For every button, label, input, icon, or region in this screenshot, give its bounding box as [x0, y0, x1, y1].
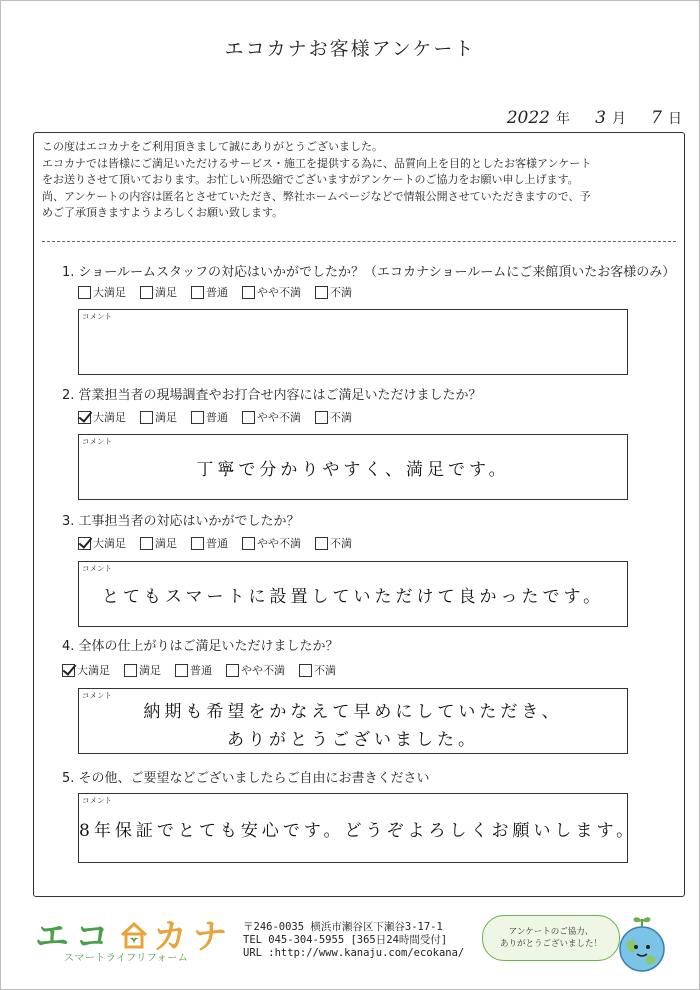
comment-box-q3[interactable] — [78, 561, 628, 627]
rating-checkbox[interactable] — [140, 411, 153, 424]
rating-option[interactable] — [124, 662, 161, 678]
handwritten-comment: ありがとうございました。 — [227, 730, 479, 750]
rating-option[interactable] — [315, 409, 352, 425]
handwritten-comment: 8年保証でとても安心です。どうぞよろしくお願いします。 — [79, 821, 638, 841]
intro-line: めご了承頂きますようよろしくお願い致します。 — [42, 206, 284, 219]
rating-options-q1 — [78, 284, 352, 300]
rating-checkbox[interactable] — [62, 664, 75, 677]
date-day-unit: 日 — [668, 111, 682, 127]
handwritten-comment: 納期も希望をかなえて早めにしていただき、 — [143, 702, 563, 722]
rating-label: やや不満 — [257, 286, 301, 299]
rating-checkbox[interactable] — [242, 286, 255, 299]
rating-checkbox[interactable] — [315, 537, 328, 550]
logo-text-right: カナ — [153, 917, 233, 957]
rating-label: 不満 — [330, 286, 352, 299]
rating-option[interactable] — [140, 284, 177, 300]
rating-checkbox[interactable] — [315, 286, 328, 299]
rating-label: 大満足 — [93, 411, 126, 424]
date-month: 3 — [595, 108, 606, 128]
rating-option[interactable] — [191, 409, 228, 425]
footer — [0, 905, 700, 985]
rating-options-q4 — [62, 662, 336, 678]
rating-option[interactable] — [78, 284, 126, 300]
rating-label: 満足 — [155, 537, 177, 550]
rating-label: やや不満 — [241, 664, 285, 677]
rating-checkbox[interactable] — [191, 411, 204, 424]
tel-line: TEL 045-304-5955 [365日24時間受付] — [243, 934, 448, 946]
handwritten-comment: とてもスマートに設置していただけて良かったです。 — [101, 587, 605, 607]
comment-box-q5[interactable] — [78, 793, 638, 863]
logo-text-left: エコ — [35, 917, 115, 957]
rating-option[interactable] — [78, 409, 126, 425]
rating-option[interactable] — [315, 535, 352, 551]
question-1: 1. ショールームスタッフの対応はいかがでしたか？（エコカナショールームにご来館頂いたお客様のみ） — [62, 265, 676, 280]
rating-option[interactable] — [140, 535, 177, 551]
rating-label: 不満 — [330, 411, 352, 424]
handwritten-comment: 丁寧で分かりやすく、満足です。 — [196, 460, 510, 480]
rating-options-q3 — [78, 535, 352, 551]
rating-checkbox[interactable] — [78, 537, 91, 550]
thanks-bubble — [482, 915, 620, 961]
question-3: 3. 工事担当者の対応はいかがでしたか？ — [62, 514, 300, 529]
rating-label: 満足 — [155, 286, 177, 299]
intro-line: 尚、アンケートの内容は匿名とさせていただき、弊社ホームページなどで情報公開させていただきますので、予 — [42, 189, 591, 203]
comment-label: コメント — [82, 437, 112, 446]
rating-checkbox[interactable] — [78, 411, 91, 424]
question-5: 5. その他、ご要望などございましたらご自由にお書きください — [62, 771, 430, 786]
rating-checkbox[interactable] — [242, 411, 255, 424]
rating-option[interactable] — [175, 662, 212, 678]
rating-checkbox[interactable] — [315, 411, 328, 424]
rating-option[interactable] — [226, 662, 285, 678]
rating-option[interactable] — [242, 535, 301, 551]
house-icon — [119, 919, 149, 949]
rating-checkbox[interactable] — [191, 286, 204, 299]
comment-label: コメント — [82, 691, 112, 700]
logo-subtitle: スマートライフリフォーム — [64, 953, 189, 964]
rating-checkbox[interactable] — [140, 286, 153, 299]
comment-box-q2[interactable] — [78, 434, 628, 500]
rating-options-q2 — [78, 409, 352, 425]
intro-line: をお送りさせて頂いております。お忙しい所恐縮でございますがアンケートのご協力をお願い申し上げます。 — [42, 173, 579, 186]
rating-checkbox[interactable] — [191, 537, 204, 550]
date-year: 2022 — [506, 108, 550, 128]
date-day: 7 — [651, 108, 662, 128]
company-address — [243, 921, 464, 960]
question-4: 4. 全体の仕上がりはご満足いただけましたか？ — [62, 639, 339, 654]
rating-checkbox[interactable] — [175, 664, 188, 677]
date-month-unit: 月 — [612, 111, 626, 127]
comment-label: コメント — [82, 312, 112, 321]
intro-line: エコカナでは皆様にご満足いただけるサービス・施工を提供する為に、品質向上を目的としたお客様アンケート — [42, 156, 592, 170]
bubble-line: アンケートのご協力、 — [508, 927, 594, 937]
comment-label: コメント — [82, 564, 112, 573]
intro-divider — [42, 241, 676, 242]
rating-label: 満足 — [155, 411, 177, 424]
rating-option[interactable] — [191, 535, 228, 551]
question-2: 2. 営業担当者の現場調査やお打合せ内容にはご満足いただけましたか？ — [62, 388, 482, 403]
rating-label: 普通 — [190, 664, 212, 677]
earth-mascot-icon — [612, 913, 672, 977]
survey-date — [478, 108, 682, 128]
rating-checkbox[interactable] — [226, 664, 239, 677]
rating-checkbox[interactable] — [242, 537, 255, 550]
comment-box-q1[interactable] — [78, 309, 628, 375]
page-title: エコカナお客様アンケート — [224, 38, 476, 60]
rating-option[interactable] — [140, 409, 177, 425]
rating-label: 普通 — [206, 411, 228, 424]
rating-label: 普通 — [206, 286, 228, 299]
intro-line: この度はエコカナをご利用頂きまして誠にありがとうございました。 — [42, 140, 383, 153]
date-year-unit: 年 — [556, 111, 570, 127]
intro-text — [42, 139, 672, 222]
comment-label: コメント — [82, 796, 112, 805]
comment-box-q4[interactable] — [78, 688, 628, 754]
rating-label: 不満 — [314, 664, 336, 677]
rating-option[interactable] — [242, 409, 301, 425]
rating-label: 不満 — [330, 537, 352, 550]
rating-checkbox[interactable] — [78, 286, 91, 299]
rating-option[interactable] — [78, 535, 126, 551]
rating-label: 大満足 — [77, 664, 110, 677]
survey-form — [33, 132, 685, 897]
rating-label: やや不満 — [257, 411, 301, 424]
rating-label: 大満足 — [93, 537, 126, 550]
rating-option[interactable] — [315, 284, 352, 300]
rating-label: やや不満 — [257, 537, 301, 550]
rating-label: 満足 — [139, 664, 161, 677]
bubble-line: ありがとうございました！ — [499, 939, 602, 949]
url-line: URL :http://www.kanaju.com/ecokana/ — [243, 947, 465, 959]
address-line: 〒246-0035 横浜市瀬谷区下瀬谷3-17-1 — [243, 921, 443, 933]
rating-label: 普通 — [206, 537, 228, 550]
rating-option[interactable] — [62, 662, 110, 678]
rating-checkbox[interactable] — [299, 664, 312, 677]
rating-option[interactable] — [299, 662, 336, 678]
rating-option[interactable] — [191, 284, 228, 300]
rating-option[interactable] — [242, 284, 301, 300]
rating-checkbox[interactable] — [140, 537, 153, 550]
rating-label: 大満足 — [93, 286, 126, 299]
rating-checkbox[interactable] — [124, 664, 137, 677]
